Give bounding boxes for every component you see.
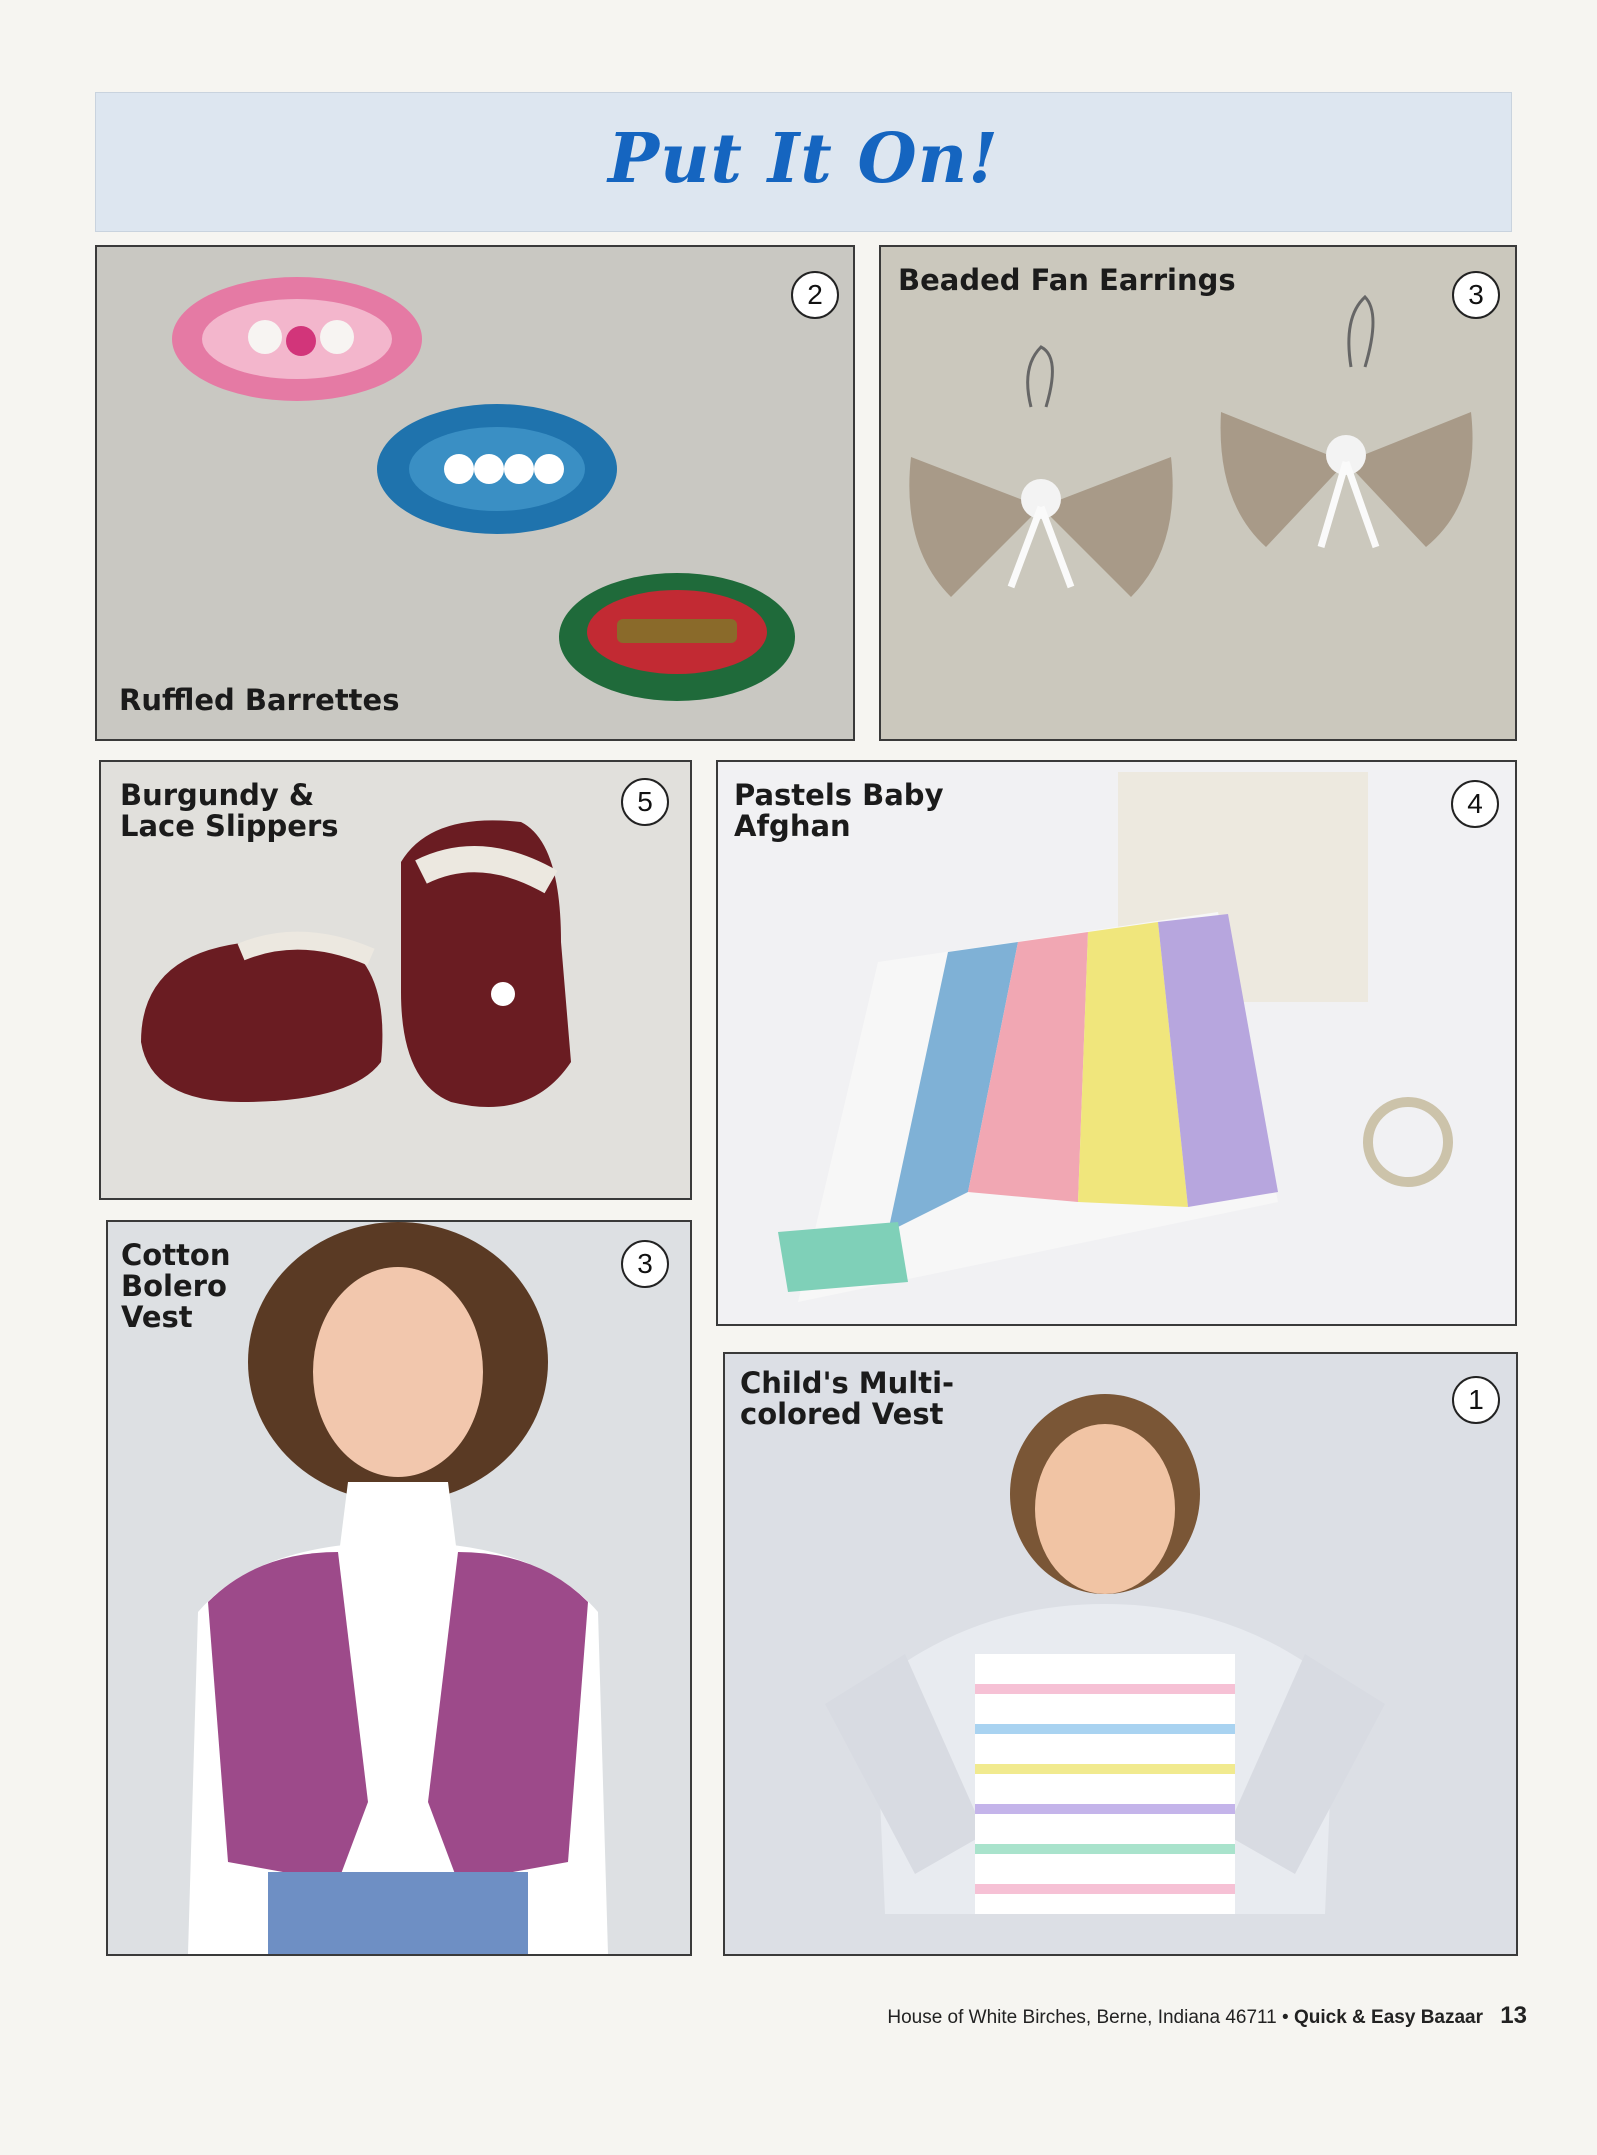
pattern-count-badge: 4 (1451, 780, 1499, 828)
panel-label: Pastels Baby Afghan (734, 778, 944, 843)
pattern-count-badge: 2 (791, 271, 839, 319)
pattern-count-badge: 3 (1452, 271, 1500, 319)
panel-childs-multicolored-vest (723, 1352, 1518, 1956)
panel-beaded-fan-earrings (879, 245, 1517, 741)
footer-publication: Quick & Easy Bazaar (1293, 2007, 1484, 2028)
panel-cotton-bolero-vest (106, 1220, 692, 1956)
panel-pastels-baby-afghan (716, 760, 1517, 1326)
right-slipper (401, 820, 571, 1107)
earrings-photo (881, 247, 1515, 739)
panel-label: Ruffled Barrettes (119, 683, 400, 717)
page-footer (887, 2002, 1527, 2030)
right-earring (1221, 297, 1473, 547)
pattern-count-badge: 1 (1452, 1376, 1500, 1424)
panel-ruffled-barrettes (95, 245, 855, 741)
footer-address: House of White Birches, Berne, Indiana 46711 (887, 2007, 1277, 2028)
left-slipper (141, 937, 382, 1102)
childs-vest-photo (725, 1354, 1516, 1954)
striped-vest (975, 1654, 1235, 1914)
blue-barrette (377, 404, 617, 534)
page-header-band (95, 92, 1512, 232)
barrettes-photo (97, 247, 853, 739)
panel-label: Beaded Fan Earrings (898, 263, 1236, 297)
panel-label: Burgundy & Lace Slippers (120, 778, 339, 843)
panel-label: Child's Multi- colored Vest (740, 1366, 955, 1431)
footer-separator: • (1282, 2007, 1289, 2028)
page-title: Put It On! (607, 119, 1000, 199)
left-earring (909, 347, 1172, 597)
panel-burgundy-lace-slippers (99, 760, 692, 1200)
pattern-count-badge: 3 (621, 1240, 669, 1288)
pattern-count-badge: 5 (621, 778, 669, 826)
afghan-photo (718, 762, 1515, 1324)
page-number: 13 (1500, 2002, 1527, 2029)
panel-label: Cotton Bolero Vest (121, 1238, 231, 1334)
green-red-barrette (559, 573, 795, 701)
pink-barrette (172, 277, 422, 401)
